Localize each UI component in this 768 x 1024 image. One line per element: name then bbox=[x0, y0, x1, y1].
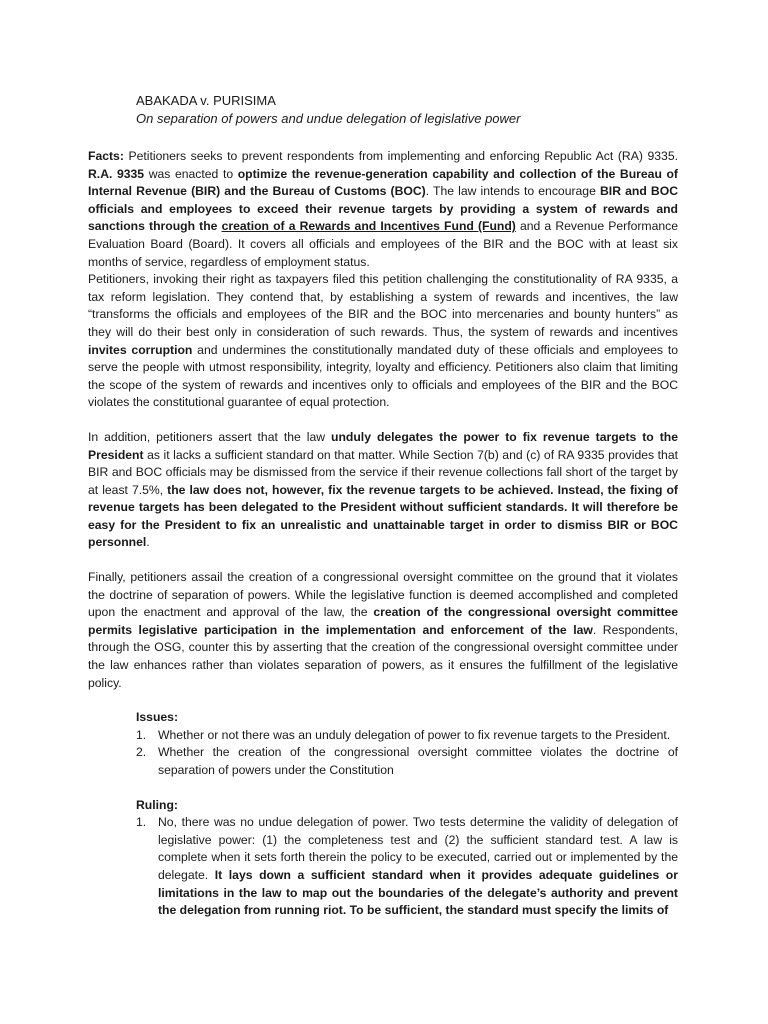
ruling-list bbox=[136, 814, 678, 920]
facts-paragraph-1: Facts: Petitioners seeks to prevent respondents from implementing and enforcing Republic Act (RA) 9335. R.A. 9335 was enacted to optimize the revenue-generation capability and collection of the Bureau of Internal Revenue (BIR) and the Bureau of Customs (BOC). The law intends to encourage BIR and BOC officials and employees to exceed their revenue targets by providing a system of rewards and sanctions through the creation of a Rewards and Incentives Fund (Fund) and a Revenue Performance Evaluation Board (Board). It covers all officials and employees of the BIR and the BOC with at least six months of service, regardless of employment status. bbox=[88, 149, 679, 269]
issue-item: 1. Whether or not there was an unduly delegation of power to fix revenue targets to the President. bbox=[136, 727, 671, 742]
issues-list bbox=[136, 727, 678, 780]
facts-label: Facts: bbox=[88, 149, 124, 163]
issue-item: 2. Whether the creation of the congressional oversight committee violates the doctrine of separation of powers under the Constitution bbox=[136, 745, 678, 777]
issues-label: Issues: bbox=[136, 710, 179, 725]
facts-paragraph-2: Petitioners, invoking their right as taxpayers filed this petition challenging the constitutionality of RA 9335, a tax reform legislation. They contend that, by establishing a system of rewards and incentives, the law “transforms the officials and employees of the BIR and the BOC into mercenaries and bounty hunters” as they will do their best only in consideration of such rewards. Thus, the system of rewards and incentives invites corruption and undermines the constitutionally mandated duty of these officials and employees to serve the people with utmost responsibility, integrity, loyalty and efficiency. Petitioners also claim that limiting the scope of the system of rewards and incentives only to officials and employees of the BIR and the BOC violates the constitutional guarantee of equal protection. bbox=[88, 272, 678, 410]
facts-paragraph-4: Finally, petitioners assail the creation of a congressional oversight committee on the ground that it violates the doctrine of separation of powers. While the legislative function is deemed accomplished and completed upon the enactment and approval of the law, the creation of the congressional oversight committee permits legislative participation in the implementation and enforcement of the law. Respondents, through the OSG, counter this by asserting that the creation of the congressional oversight committee under the law enhances rather than violates separation of powers, as it ensures the fulfillment of the legislative policy. bbox=[88, 570, 678, 690]
case-title: ABAKADA v. PURISIMA bbox=[136, 93, 276, 108]
ruling-label: Ruling: bbox=[136, 797, 178, 812]
facts-paragraph-3: In addition, petitioners assert that the law unduly delegates the power to fix revenue targets to the President as it lacks a sufficient standard on that matter. While Section 7(b) and (c) of RA 9335 provides that BIR and BOC officials may be dismissed from the service if their revenue collections fall short of the target by at least 7.5%, the law does not, however, fix the revenue targets to be achieved. Instead, the fixing of revenue targets has been delegated to the President without sufficient standards. It will therefore be easy for the President to fix an unrealistic and unattainable target in order to dismiss BIR or BOC personnel. bbox=[88, 429, 679, 550]
ruling-item: 1. No, there was no undue delegation of power. Two tests determine the validity of delegation of legislative power: (1) the completeness test and (2) the sufficient standard test. A law is complete when it sets forth therein the policy to be executed, carried out or implemented by the delegate. It lays down a sufficient standard when it provides adequate guidelines or limitations in the law to map out the boundaries of the delegate’s authority and prevent the delegation from running riot. To be sufficient, the standard must specify the limits of bbox=[136, 815, 678, 918]
case-subtitle: On separation of powers and undue delegation of legislative power bbox=[136, 111, 521, 126]
issues-section bbox=[136, 709, 678, 920]
document-body bbox=[88, 92, 678, 920]
